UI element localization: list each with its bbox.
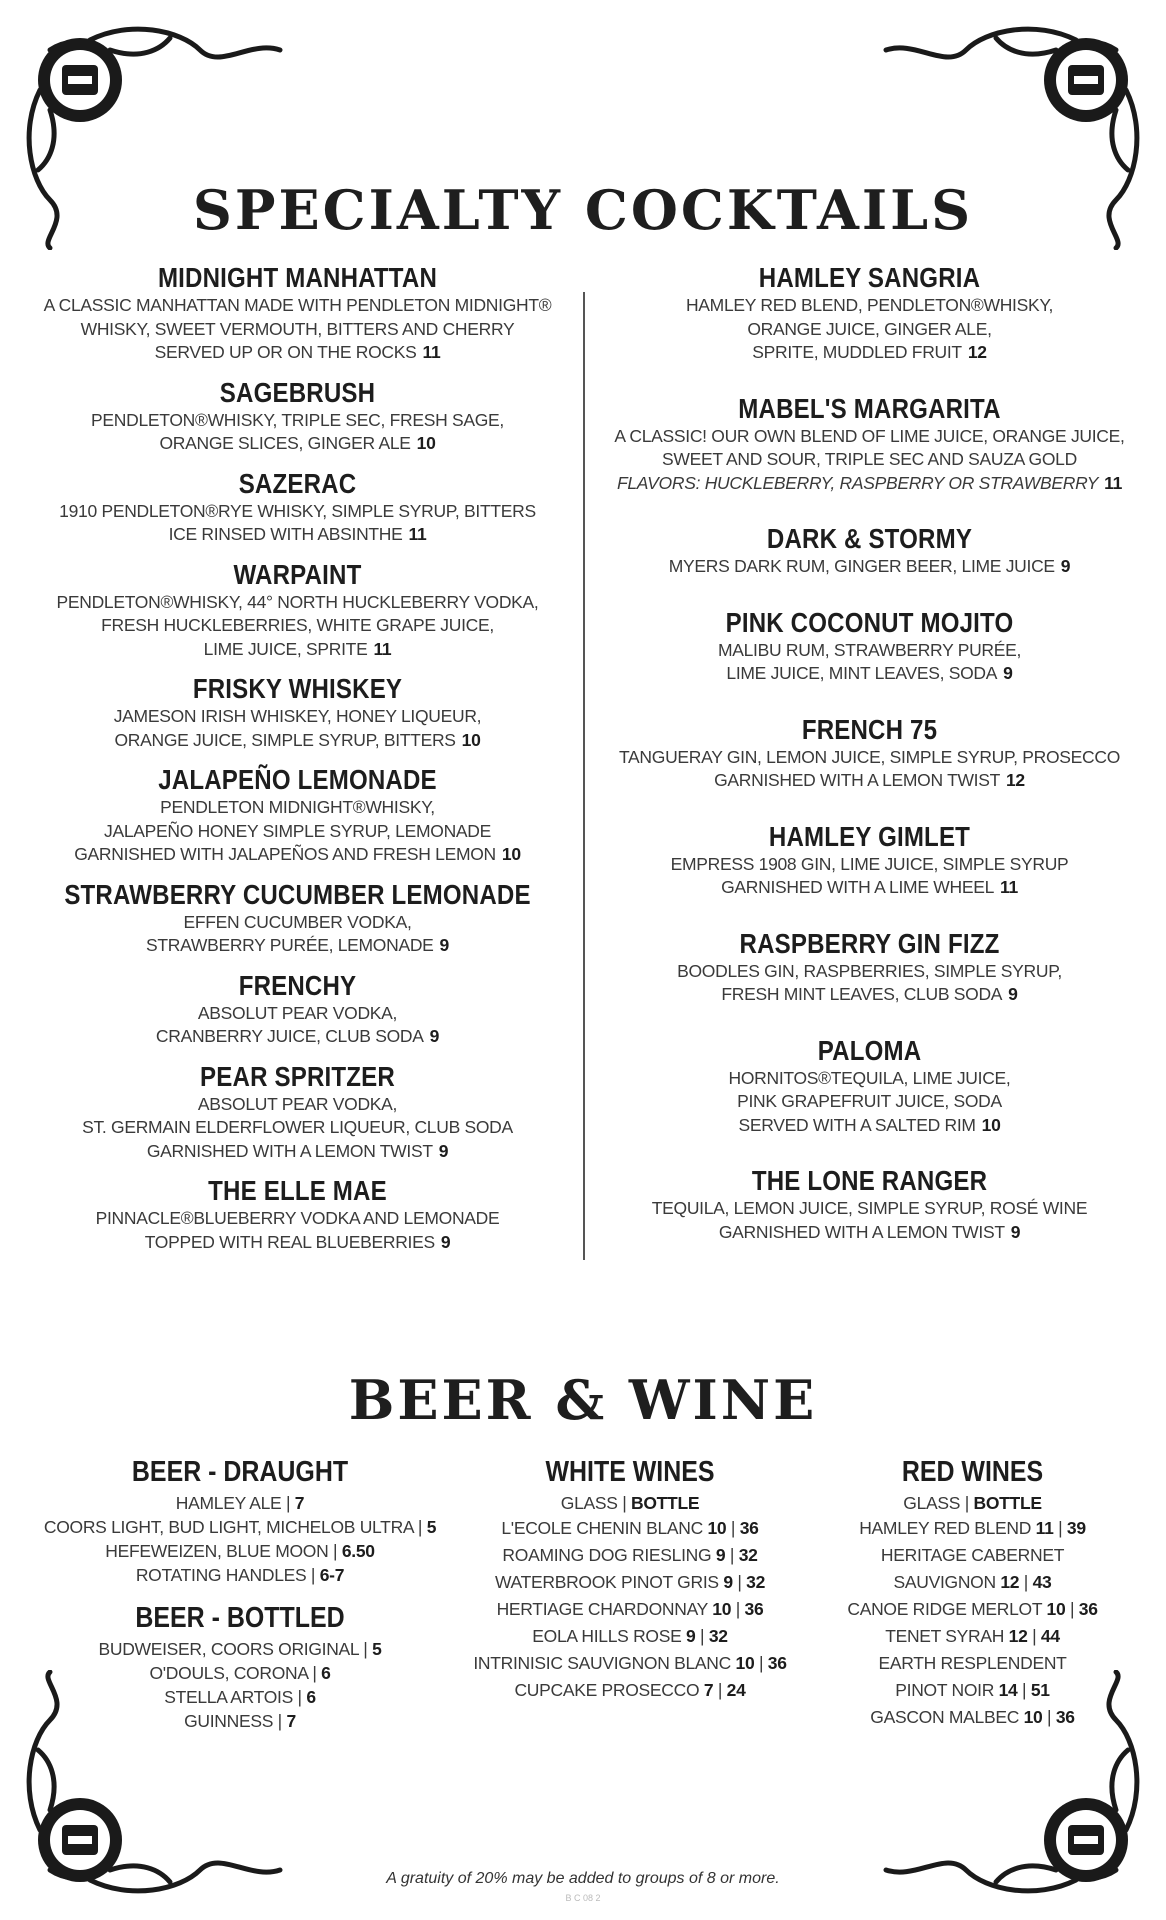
cocktail-name: FRENCHY [238,969,357,1001]
wine-name: ROAMING DOG RIESLING [502,1545,712,1565]
description-line [592,555,1147,579]
description-line [592,876,1147,900]
price: 6-7 [319,1565,345,1585]
description-text: LIME JUICE, MINT LEAVES, SODA [726,663,998,683]
price: 9 [429,1026,440,1046]
glass-price: 9 [723,1572,733,1592]
cocktail-description [20,294,575,365]
bottle-price: 24 [726,1680,746,1700]
description-line [592,662,1147,686]
glass-price: 7 [703,1680,714,1700]
cocktail-item [20,673,575,752]
cocktail-description [592,960,1147,1007]
beer-line [20,1491,460,1515]
wine-line: CANOE RIDGE MERLOT 10 | 36 [847,1599,1098,1619]
cocktail-name: RASPBERRY GIN FIZZ [739,927,1000,959]
beer-name: HEFEWEIZEN, BLUE MOON | [105,1541,338,1561]
description-line [20,729,575,753]
description-line [592,318,1147,342]
wine-name: PINOT NOIR [895,1680,995,1700]
wine-name: SAUVIGNON [893,1572,996,1592]
description-text: ST. GERMAIN ELDERFLOWER LIQUEUR, CLUB SODA [82,1117,513,1137]
price: 5 [426,1517,437,1537]
cocktail-item [20,262,575,365]
beer-line [20,1637,460,1661]
cocktail-item [592,262,1147,365]
price: 10 [981,1114,1001,1135]
description-line [20,1093,575,1117]
description-text: TEQUILA, LEMON JUICE, SIMPLE SYRUP, ROSÉ WINE [651,1198,1088,1218]
cocktail-name: HAMLEY GIMLET [768,820,971,852]
cocktail-name: THE LONE RANGER [751,1165,988,1196]
wine-line: GASCON MALBEC 10 | 36 [870,1707,1075,1727]
description-text: FRESH HUCKLEBERRIES, WHITE GRAPE JUICE, [101,615,494,635]
description-line [592,1114,1147,1138]
description-line [20,1140,575,1164]
price: 11 [1104,472,1123,493]
wine-name: L'ECOLE CHENIN BLANC [501,1518,703,1538]
bottle-price: 43 [1032,1572,1052,1592]
print-code: B C 08 2 [565,1893,601,1903]
cocktail-name: DARK & STORMY [766,523,973,554]
cocktail-description [20,1207,575,1254]
cocktail-name: MABEL'S MARGARITA [738,392,1001,424]
description-text: EFFEN CUCUMBER VODKA, [183,911,412,932]
description-text: SWEET AND SOUR, TRIPLE SEC AND SAUZA GOLD [662,449,1077,469]
price: 9 [440,1231,451,1252]
cocktail-name: HAMLEY SANGRIA [758,262,981,293]
description-text: TOPPED WITH REAL BLUEBERRIES [144,1231,435,1252]
cocktail-description [20,911,575,958]
price: 12 [967,342,987,362]
description-line [20,318,575,342]
beer-name: COORS LIGHT, BUD LIGHT, MICHELOB ULTRA | [43,1517,423,1537]
red-wines-heading: RED WINES [901,1456,1044,1488]
price: 9 [438,1140,449,1161]
description-text: CRANBERRY JUICE, CLUB SODA [155,1026,424,1046]
cocktail-description [20,409,575,456]
price: 10 [461,729,481,750]
beer-draught-heading: BEER - DRAUGHT [131,1456,349,1488]
cocktail-description [20,500,575,547]
wine-line [800,1650,1145,1677]
beer-name: STELLA ARTOIS | [164,1687,302,1707]
cocktail-description [592,425,1147,496]
description-text: MYERS DARK RUM, GINGER BEER, LIME JUICE [668,556,1055,576]
cocktail-item [592,821,1147,900]
description-line [20,911,575,935]
bottle-price: 36 [767,1653,787,1673]
description-line [20,705,575,729]
wine-line: PINOT NOIR 14 | 51 [895,1680,1050,1700]
description-line [20,1002,575,1026]
description-line [592,746,1147,770]
wine-name: HERTIAGE CHARDONNAY [496,1599,708,1619]
glass-price: 9 [686,1626,696,1646]
description-line [20,614,575,638]
beer-bottled-list [20,1637,460,1733]
description-text: PENDLETON®WHISKY, TRIPLE SEC, FRESH SAGE, [91,409,504,430]
white-wines-column [440,1455,820,1704]
cocktail-name: SAGEBRUSH [219,376,376,408]
description-text: PENDLETON®WHISKY, 44° NORTH HUCKLEBERRY VODKA, [56,591,539,612]
beer-line [20,1685,460,1709]
description-text: SERVED UP OR ON THE ROCKS [154,342,417,362]
bottle-price: 32 [746,1572,766,1592]
description-text: PINNACLE®BLUEBERRY VODKA AND LEMONADE [95,1208,500,1228]
beer-bottled-heading: BEER - BOTTLED [135,1602,345,1634]
glass-price: 14 [998,1680,1018,1700]
wine-line: WATERBROOK PINOT GRIS 9 | 32 [494,1572,766,1592]
red-wines-list [800,1515,1145,1731]
beer-line [20,1709,460,1733]
wine-line: TENET SYRAH 12 | 44 [885,1626,1060,1646]
cocktail-item [20,879,575,958]
wine-line: SAUVIGNON 12 | 43 [893,1572,1052,1592]
wine-line: HAMLEY RED BLEND 11 | 39 [859,1518,1086,1538]
cocktail-description [592,746,1147,793]
description-line [20,432,575,456]
price: 9 [1010,1221,1021,1242]
wine-name: CUPCAKE PROSECCO [514,1680,700,1700]
price: 10 [501,844,521,864]
beer-name: HAMLEY ALE | [175,1493,291,1513]
price: 9 [1060,556,1071,576]
description-text: STRAWBERRY PURÉE, LEMONADE [146,935,434,955]
flavors-note: FLAVORS: HUCKLEBERRY, RASPBERRY OR STRAWBERRY [616,472,1099,493]
description-line [592,639,1147,663]
price: 9 [439,935,449,955]
cocktail-item [592,928,1147,1007]
price: 12 [1006,770,1025,790]
cocktail-name: WARPAINT [233,558,362,590]
beer-draught-list [20,1491,460,1587]
description-text: GARNISHED WITH A LIME WHEEL [721,877,994,897]
cocktail-name: SAZERAC [238,467,357,499]
description-text: EMPRESS 1908 GIN, LIME JUICE, SIMPLE SYRUP [670,853,1069,874]
cocktail-name: MIDNIGHT MANHATTAN [157,262,438,293]
price: 9 [1008,984,1018,1004]
price: 7 [294,1493,305,1513]
cocktail-item [20,468,575,547]
description-text: GARNISHED WITH JALAPEÑOS AND FRESH LEMON [74,844,496,864]
cocktail-item [592,523,1147,579]
glass-price: 10 [1023,1707,1043,1727]
glass-label: GLASS | [903,1493,969,1513]
price: 11 [408,524,427,544]
glass-label: GLASS | [560,1493,627,1513]
wine-line: ROAMING DOG RIESLING 9 | 32 [502,1545,758,1565]
glass-price: 11 [1035,1518,1054,1538]
description-line [592,1221,1147,1245]
cocktail-description [20,1093,575,1164]
price: 11 [422,342,441,362]
cocktail-description [592,294,1147,365]
cocktail-description [592,853,1147,900]
price: 7 [286,1711,296,1731]
bottle-price: 51 [1030,1680,1050,1700]
description-text: MALIBU RUM, STRAWBERRY PURÉE, [717,639,1022,660]
price: 9 [1003,663,1013,683]
cocktail-description [20,1002,575,1049]
gratuity-note: A gratuity of 20% may be added to groups of 8 or more. [386,1870,780,1887]
cocktail-description [20,591,575,662]
beer-name: ROTATING HANDLES | [135,1565,316,1585]
description-text: PINK GRAPEFRUIT JUICE, SODA [737,1091,1002,1111]
glass-price: 10 [1046,1599,1066,1619]
bottle-price: 39 [1066,1518,1086,1538]
beer-name: GUINNESS | [184,1711,282,1731]
cocktail-name: PEAR SPRITZER [200,1060,395,1092]
glass-price: 10 [707,1518,727,1538]
description-text: FRESH MINT LEAVES, CLUB SODA [721,984,1003,1004]
red-wines-column [800,1455,1145,1731]
description-text: ORANGE JUICE, SIMPLE SYRUP, BITTERS [114,729,456,750]
description-text: GARNISHED WITH A LEMON TWIST [146,1140,433,1161]
description-line [20,1207,575,1231]
bottle-label: BOTTLE [973,1493,1042,1513]
cocktail-item [592,393,1147,496]
description-line [20,500,575,524]
cocktail-name: FRISKY WHISKEY [192,673,403,704]
glass-price: 10 [735,1653,755,1673]
bottle-price: 36 [739,1518,759,1538]
description-text: ORANGE SLICES, GINGER ALE [159,433,411,453]
glass-price: 12 [1000,1572,1020,1592]
bottle-label: BOTTLE [631,1493,700,1513]
price: 5 [372,1639,382,1659]
cocktail-name: PALOMA [817,1034,922,1066]
description-line [592,472,1147,496]
wine-name: INTRINISIC SAUVIGNON BLANC [473,1653,731,1673]
cocktail-name: JALAPEÑO LEMONADE [158,764,437,795]
cocktail-item [592,607,1147,686]
wine-name: TENET SYRAH [885,1626,1005,1646]
specialty-cocktails-title: SPECIALTY COCKTAILS [192,178,974,242]
description-line [20,1116,575,1140]
beer-name: BUDWEISER, COORS ORIGINAL | [98,1639,368,1659]
cocktail-item [592,1035,1147,1138]
description-text: BOODLES GIN, RASPBERRIES, SIMPLE SYRUP, [677,960,1062,981]
cocktail-item [592,1165,1147,1244]
description-text: ABSOLUT PEAR VODKA, [197,1002,398,1023]
bottle-price: 36 [1078,1599,1098,1619]
bottle-price: 36 [744,1599,764,1619]
price: 6 [306,1687,316,1707]
description-line [20,934,575,958]
description-line [592,294,1147,318]
wine-line: L'ECOLE CHENIN BLANC 10 | 36 [501,1518,759,1538]
beer-line [20,1515,460,1539]
wine-name: GASCON MALBEC [870,1707,1020,1727]
wine-line: CUPCAKE PROSECCO 7 | 24 [514,1680,746,1700]
description-text: ORANGE JUICE, GINGER ALE, [747,318,992,339]
description-line [20,523,575,547]
description-text: HAMLEY RED BLEND, PENDLETON®WHISKY, [685,295,1054,315]
description-line [592,1090,1147,1114]
wine-name: WATERBROOK PINOT GRIS [494,1572,719,1592]
description-line [20,638,575,662]
bottle-price: 32 [738,1545,758,1565]
cocktail-item [592,714,1147,793]
wine-name: HAMLEY RED BLEND [859,1518,1032,1538]
cocktail-name: STRAWBERRY CUCUMBER LEMONADE [64,878,531,910]
cocktail-item [20,1061,575,1164]
beer-line [20,1539,460,1563]
description-line [20,796,575,820]
column-divider [583,292,585,1260]
cocktails-right-column [592,262,1147,1272]
description-text: PENDLETON MIDNIGHT®WHISKY, [160,797,435,817]
description-text: A CLASSIC MANHATTAN MADE WITH PENDLETON MIDNIGHT® [43,295,552,315]
description-text: JAMESON IRISH WHISKEY, HONEY LIQUEUR, [113,706,482,726]
cocktail-name: FRENCH 75 [801,713,938,745]
cocktail-description [592,639,1147,686]
wine-name: HERITAGE CABERNET [880,1545,1065,1565]
beer-column [20,1455,460,1747]
description-line [592,448,1147,472]
description-line [592,1067,1147,1091]
wine-line: INTRINISIC SAUVIGNON BLANC 10 | 36 [473,1653,787,1673]
cocktail-description [592,1197,1147,1244]
cocktail-item [20,559,575,662]
cocktail-item [20,764,575,867]
cocktail-description [592,1067,1147,1138]
description-text: SPRITE, MUDDLED FRUIT [752,342,962,362]
description-line [20,294,575,318]
cocktail-item [20,377,575,456]
description-text: LIME JUICE, SPRITE [203,638,368,659]
description-text: A CLASSIC! OUR OWN BLEND OF LIME JUICE, ORANGE JUICE, [614,425,1125,446]
description-text: TANGUERAY GIN, LEMON JUICE, SIMPLE SYRUP, PROSECCO [618,746,1121,767]
description-line [592,983,1147,1007]
description-text: JALAPEÑO HONEY SIMPLE SYRUP, LEMONADE [104,820,491,841]
description-text: WHISKY, SWEET VERMOUTH, BITTERS AND CHERRY [80,318,515,339]
price: 10 [416,433,436,453]
description-text: SERVED WITH A SALTED RIM [738,1114,976,1135]
description-line [20,591,575,615]
cocktail-description [20,796,575,867]
wine-name: CANOE RIDGE MERLOT [847,1599,1042,1619]
beer-wine-title: BEER & WINE [348,1368,818,1432]
wine-line: HERTIAGE CHARDONNAY 10 | 36 [496,1599,764,1619]
cocktail-item [20,1175,575,1254]
description-line [20,409,575,433]
beer-draught-section [20,1455,460,1587]
description-text: HORNITOS®TEQUILA, LIME JUICE, [728,1067,1011,1088]
price: 11 [373,638,392,659]
white-wines-heading: WHITE WINES [545,1456,715,1488]
beer-line [20,1661,460,1685]
bottle-price: 36 [1055,1707,1075,1727]
description-line [592,341,1147,365]
glass-price: 12 [1008,1626,1028,1646]
price: 6.50 [341,1541,375,1561]
price: 11 [1000,877,1018,897]
description-line [20,820,575,844]
description-text: ABSOLUT PEAR VODKA, [197,1093,398,1114]
bottle-price: 44 [1040,1626,1060,1646]
wine-line [800,1542,1145,1569]
wine-name: EARTH RESPLENDENT [878,1653,1067,1673]
description-line [592,425,1147,449]
bottle-price: 32 [708,1626,728,1646]
glass-price: 10 [712,1599,732,1619]
description-line [592,1197,1147,1221]
cocktails-left-column [20,262,575,1266]
description-text: ICE RINSED WITH ABSINTHE [168,524,403,544]
description-line [20,1025,575,1049]
description-line [20,1231,575,1255]
white-wines-header [440,1491,820,1515]
white-wines-list [440,1515,820,1704]
cocktail-name: PINK COCONUT MOJITO [725,606,1014,638]
cocktail-item [20,970,575,1049]
wine-line: EOLA HILLS ROSE 9 | 32 [532,1626,728,1646]
beer-line [20,1563,460,1587]
description-line [592,853,1147,877]
cocktail-description [20,705,575,752]
wine-name: EOLA HILLS ROSE [532,1626,682,1646]
beer-bottled-section [20,1601,460,1733]
glass-price: 9 [715,1545,726,1565]
description-line [20,843,575,867]
red-wines-header [800,1491,1145,1515]
description-text: 1910 PENDLETON®RYE WHISKY, SIMPLE SYRUP, BITTERS [59,500,536,521]
description-text: GARNISHED WITH A LEMON TWIST [714,770,1000,790]
description-line [20,341,575,365]
description-text: GARNISHED WITH A LEMON TWIST [718,1221,1005,1242]
cocktail-description [592,555,1147,579]
description-line [592,960,1147,984]
description-line [592,769,1147,793]
beer-name: O'DOULS, CORONA | [149,1663,317,1683]
cocktail-name: THE ELLE MAE [208,1175,387,1206]
price: 6 [321,1663,331,1683]
